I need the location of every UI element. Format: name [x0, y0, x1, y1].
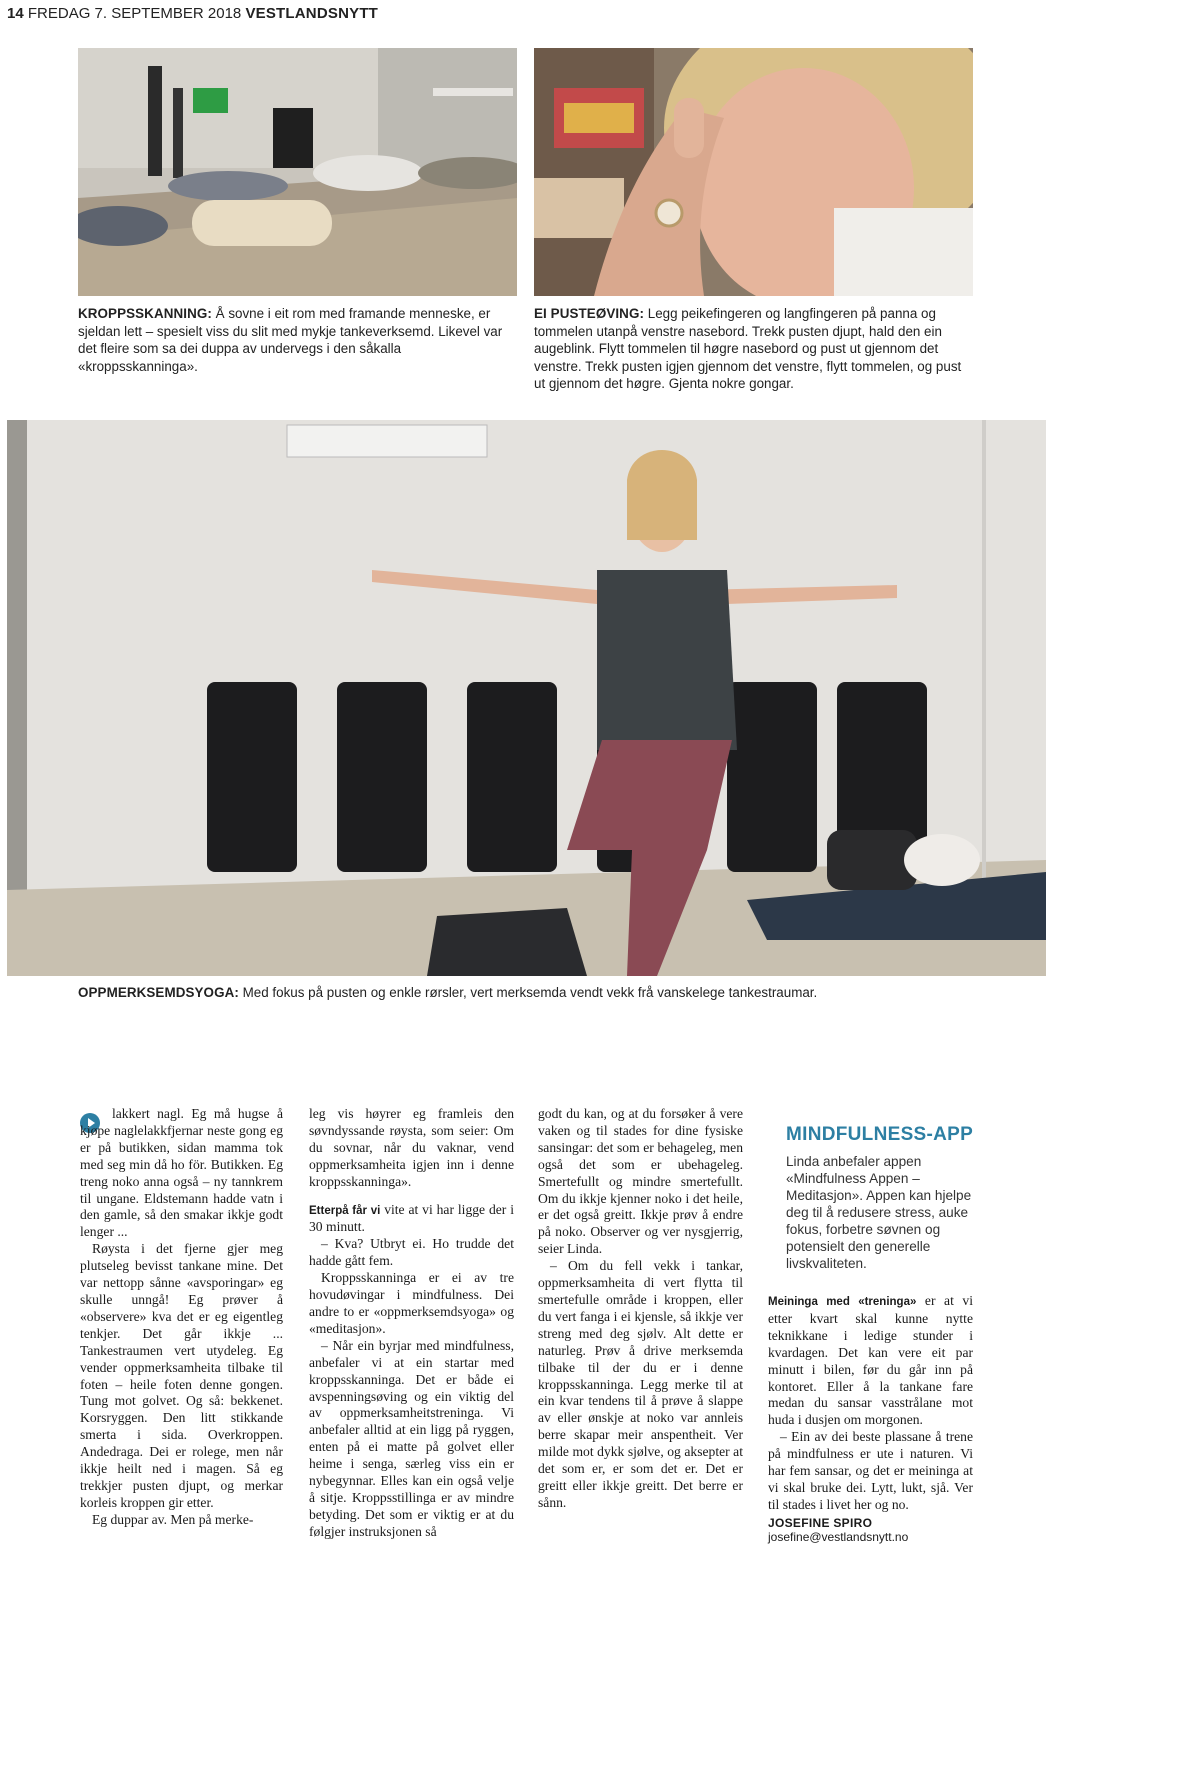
caption-bodyscan: [78, 305, 518, 375]
paragraph: – Om du fell vekk i tankar, oppmerksamheita di vert flytta til smertefulle område i kroppen, eller du vert fanga i ei kjensle, så ikkje ver streng med deg sjølv. Alt dette er naturleg. Prøv å drive merksemda tilbake til der du er i denne kroppsskanninga. Legg merke til at ein kvar tendens til å prøve å slappe av eller ønskje at noko var annleis berre skapar meir anspentheit. Ver milde mot dykk sjølve, og aksepter at det som er, er som det er. Det er greitt eller ikkje greitt. Det berre er sånn.: [538, 1258, 743, 1510]
issue-date: FREDAG 7. SEPTEMBER 2018: [27, 5, 242, 22]
photo-bodyscan: [78, 48, 517, 296]
author-name: JOSEFINE SPIRO: [768, 1515, 873, 1530]
paragraph: Kroppsskanninga er ei av tre hovudøvingar i mindfulness. Dei andre to er «oppmerksemdsyoga» og «meditasjon».: [309, 1270, 514, 1336]
paragraph-text: er at vi etter kvart skal kunne nytte teknikkane i ledige stunder i kvardagen. Det kan vere eit par minutt i bilen, før du går inn på kontoret. Eller å la tankane fare medan du sansar vasstrålane mot huda i dusjen om morgonen.: [768, 1293, 973, 1428]
page-header: [7, 5, 378, 22]
article-column-1: [80, 1106, 283, 1529]
caption-text: Med fokus på pusten og enkle rørsler, vert merksemda vendt vekk frå vanskelege tankestraumar.: [242, 985, 818, 1000]
paragraph: Eg duppar av. Men på merke-: [92, 1511, 254, 1527]
paragraph: – Når ein byrjar med mindfulness, anbefaler vi at ein startar med kroppsskanninga. Det er både ei avspenningsøving og ein viktig del av oppmerksamheitstreninga. Vi anbefaler alltid at ein ligg på ryggen, enten på ei matte på golvet eller heime i senga, særleg viss ein er nybegynnar. Elles kan ein også velje å sitje. Kroppsstillinga er av mindre betyding. Det som er viktig er at du følgjer instruksjonen så: [309, 1337, 514, 1539]
author-email: josefine@vestlandsnytt.no: [768, 1529, 909, 1544]
paragraph: – Ein av dei beste plassane å trene på mindfulness er ute i naturen. Vi har fem sansar, og det er meininga at vi skal bruke dei. Lytt, lukt, sjå. Ver til stades i livet her og no.: [768, 1429, 973, 1512]
paragraph: leg vis høyrer eg framleis den søvndyssande røysta, som seier: Om du sovnar, når du vaknar, vend oppmerksamheita igjen inn i denne kroppsskanninga».: [309, 1106, 514, 1189]
photo-yoga: [7, 420, 1046, 976]
factbox-text: Linda anbefaler appen «Mindfulness Appen – Meditasjon». Appen kan hjelpe deg til å redusere stress, auke fokus, forbetre søvnen og potensielt den generelle livskvaliteten.: [786, 1154, 972, 1271]
caption-text: Å sovne i eit rom med framande menneske, er sjeldan lett – spesielt viss du slit med mykje tankeverksemd. Likevel var det fleire som sa dei duppa av undervegs i den såkalla «kroppsskanninga».: [78, 306, 503, 374]
paragraph-text: vite at vi har ligge der i 30 minutt.: [309, 1201, 514, 1235]
article-column-4: [768, 1293, 973, 1544]
paragraph: – Kva? Utbryt ei. Ho trudde det hadde gått fem.: [309, 1236, 514, 1269]
photo-breathing: [534, 48, 973, 296]
factbox-title: MINDFULNESS-APP: [786, 1124, 974, 1145]
paragraph: lakkert nagl. Eg må hugse å kjøpe naglelakkfjernar neste gong eg er på butikken, sidan mamma tok med seg min då ho för. Butikken. Eg treng noko anna også – ny tannkrem til ungane. Eldstemann hadde vatn i den gamle, så den smakar ikkje godt lenger ...: [80, 1106, 283, 1240]
newspaper-name: VESTLANDSNYTT: [245, 5, 379, 22]
subheading: Meininga med «treninga»: [768, 1296, 917, 1308]
caption-yoga: [78, 984, 1018, 1002]
caption-label: EI PUSTEØVING:: [534, 306, 645, 321]
byline: [768, 1516, 973, 1544]
subheading: Etterpå får vi: [309, 1204, 381, 1217]
paragraph-with-subhead: [768, 1293, 973, 1429]
page-number: 14: [7, 5, 24, 22]
paragraph: Røysta i det fjerne gjer meg plutseleg bevisst tankane mine. Det var nettopp sånne «avsporingar» eg skulle unngå! Eg prøver å «observere» kva det er eg eigentleg tenkjer. Det går ikkje ... Tankestraumen vert utydeleg. Eg vender oppmerksamheita tilbake til foten – heile foten denne gongen. Tung mot golvet. Og så: bekkenet. Korsryggen. Den litt stikkande smerta i sida. Overkroppen. Andedraga. Dei er rolege, men når ikkje heilt ned i magen. Så eg trekkjer pusten djupt, og merkar korleis kroppen gir etter.: [80, 1241, 283, 1510]
caption-text: Legg peikefingeren og langfingeren på panna og tommelen utanpå venstre nasebord. Trekk pusten djupt, hald den ein augeblink. Flytt tommelen til høgre nasebord og pust ut gjennom det venstre. Trekk pusten igjen gjennom det venstre, flytt tommelen, og pust ut gjennom det høgre. Gjenta nokre gongar.: [534, 306, 962, 391]
caption-breathing: [534, 305, 974, 393]
article-column-3: [538, 1106, 743, 1512]
paragraph-with-subhead: [309, 1202, 514, 1237]
caption-label: KROPPSSKANNING:: [78, 306, 212, 321]
caption-label: OPPMERKSEMDSYOGA:: [78, 985, 239, 1000]
paragraph: godt du kan, og at du forsøker å vere vaken og til stades for dine fysiske sansingar: det som er behageleg, men også det som er ubehageleg. Smertefullt og mindre smertefullt. Om du ikkje kjenner noko i det heile, er det også greitt. Ikkje prøv å endre på noko. Observer og ver nysgjerrig, seier Linda.: [538, 1106, 743, 1257]
article-column-2: [309, 1106, 514, 1541]
